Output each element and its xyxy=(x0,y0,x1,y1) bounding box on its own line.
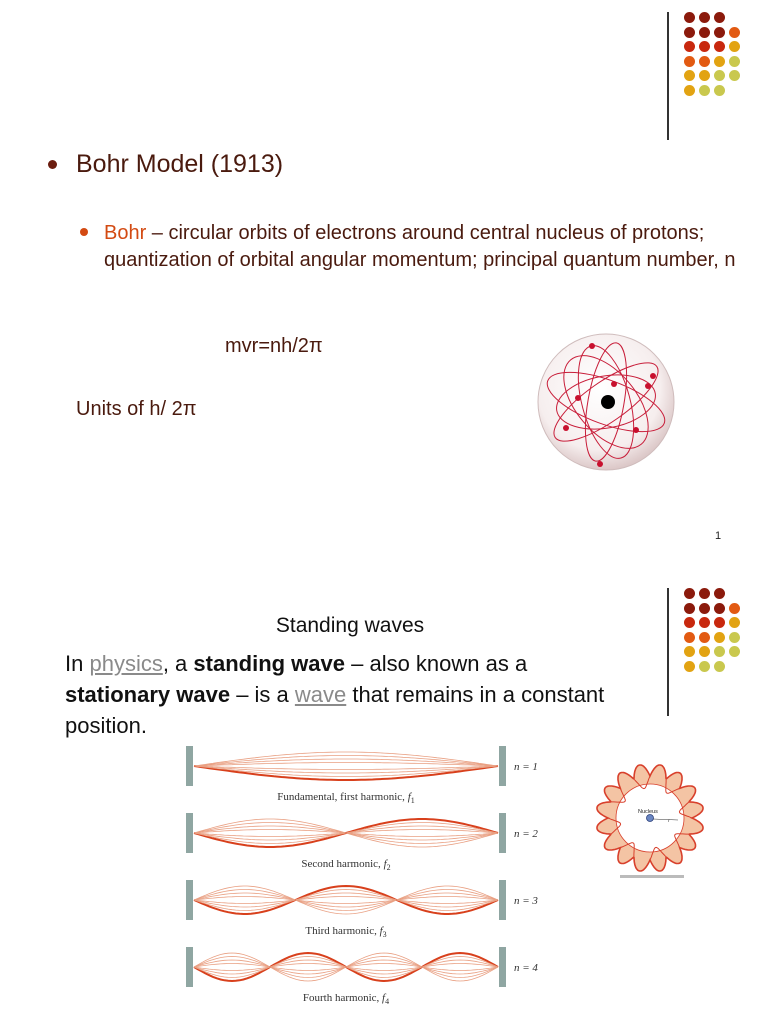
string-clamp xyxy=(186,880,193,920)
electron-standing-wave-diagram xyxy=(592,762,708,882)
wave-envelope xyxy=(194,886,498,914)
decor-dot xyxy=(684,603,695,614)
bold-term: stationary wave xyxy=(65,682,231,707)
units-text: Units of h/ 2π xyxy=(76,398,197,420)
string-clamp xyxy=(499,813,506,853)
decor-dot xyxy=(699,632,710,643)
string-clamp xyxy=(499,947,506,987)
bold-term: standing wave xyxy=(193,651,345,676)
decor-dot xyxy=(684,27,695,38)
harmonic-caption: Fourth harmonic, $f_4$ xyxy=(302,992,390,1006)
bullet-icon xyxy=(48,160,57,169)
decor-dot xyxy=(714,41,725,52)
decor-dot xyxy=(714,27,725,38)
decor-dot xyxy=(729,646,740,657)
harmonic-caption: Third harmonic, $f_3$ xyxy=(305,925,387,939)
decor-dot xyxy=(684,56,695,67)
wave-envelope xyxy=(194,819,498,847)
decor-dot xyxy=(699,27,710,38)
decor-dot xyxy=(714,617,725,628)
bohr-lead-word: Bohr xyxy=(104,222,147,244)
slide-gap xyxy=(0,560,768,582)
bohr-description: – circular orbits of electrons around central nucleus of protons; quantization of orbital angular momentum; principal quantum number, n xyxy=(104,222,736,271)
decor-dot xyxy=(684,646,695,657)
decor-dot xyxy=(714,85,725,96)
para-text: – is a xyxy=(230,682,295,707)
decor-dot xyxy=(714,646,725,657)
para-text: – also known as a xyxy=(345,651,528,676)
physics-link[interactable]: physics xyxy=(89,651,163,676)
harmonic-n-label: n = 2 xyxy=(514,828,538,840)
wave-envelope xyxy=(194,886,498,914)
decor-dot xyxy=(714,12,725,23)
sub-bullet-text xyxy=(104,220,744,274)
decor-dot xyxy=(699,41,710,52)
para-text: In xyxy=(65,651,90,676)
sub-bullet-icon xyxy=(80,228,88,236)
decor-dot xyxy=(714,70,725,81)
decor-dot xyxy=(699,85,710,96)
slide-2 xyxy=(0,582,768,1024)
string-clamp xyxy=(186,947,193,987)
angular-momentum-formula: mvr=nh/2π xyxy=(225,335,323,357)
harmonic-caption: Second harmonic, $f_2$ xyxy=(301,858,391,872)
decor-dot xyxy=(714,661,725,672)
radius-label: r xyxy=(668,819,670,824)
decor-dot xyxy=(729,632,740,643)
decor-dot xyxy=(714,588,725,599)
decor-dot xyxy=(699,661,710,672)
string-clamp xyxy=(186,746,193,786)
decor-dot xyxy=(684,70,695,81)
decor-vertical-line xyxy=(667,588,669,716)
wave-envelope xyxy=(194,897,498,904)
decor-dot xyxy=(699,617,710,628)
string-clamp xyxy=(499,746,506,786)
decor-dot xyxy=(714,603,725,614)
decor-dot xyxy=(684,661,695,672)
atom-illustration xyxy=(536,332,676,472)
nucleus-label: Nucleus xyxy=(638,809,658,815)
page-number: 1 xyxy=(715,530,722,542)
decor-vertical-line xyxy=(667,12,669,140)
wave-envelope xyxy=(194,893,498,907)
wave-link[interactable]: wave xyxy=(294,682,347,707)
decor-dot xyxy=(684,588,695,599)
decor-dot xyxy=(714,56,725,67)
decor-dot xyxy=(684,85,695,96)
decor-dot xyxy=(729,617,740,628)
string-clamp xyxy=(499,880,506,920)
decor-dot xyxy=(729,27,740,38)
decor-dot xyxy=(729,56,740,67)
decor-dot xyxy=(699,603,710,614)
harmonic-n-label: n = 3 xyxy=(514,895,538,907)
wave-envelope xyxy=(194,897,498,904)
harmonic-n-label: n = 4 xyxy=(514,962,538,974)
slide-title: Standing waves xyxy=(275,614,425,637)
nucleus-icon xyxy=(647,815,654,822)
harmonic-caption: Fundamental, first harmonic, $f_1$ xyxy=(277,791,415,805)
decor-dot xyxy=(699,646,710,657)
standing-wave-definition xyxy=(65,648,625,741)
decor-dot xyxy=(684,41,695,52)
decor-dot xyxy=(684,12,695,23)
para-text: , a xyxy=(162,651,194,676)
string-clamp xyxy=(186,813,193,853)
decor-dot xyxy=(699,56,710,67)
decor-dot xyxy=(729,603,740,614)
decor-dot xyxy=(729,41,740,52)
wave-envelope xyxy=(194,893,498,907)
decor-dot xyxy=(714,632,725,643)
harmonics-figure xyxy=(180,742,550,1012)
decor-dot xyxy=(699,70,710,81)
decor-dot xyxy=(729,70,740,81)
decor-dot xyxy=(699,12,710,23)
decor-dot xyxy=(699,588,710,599)
bullet-text: Bohr Model (1913) xyxy=(76,150,284,178)
para-text: that remains in a constant position. xyxy=(65,682,605,738)
nucleus-icon xyxy=(601,395,615,409)
harmonic-n-label: n = 1 xyxy=(514,761,538,773)
